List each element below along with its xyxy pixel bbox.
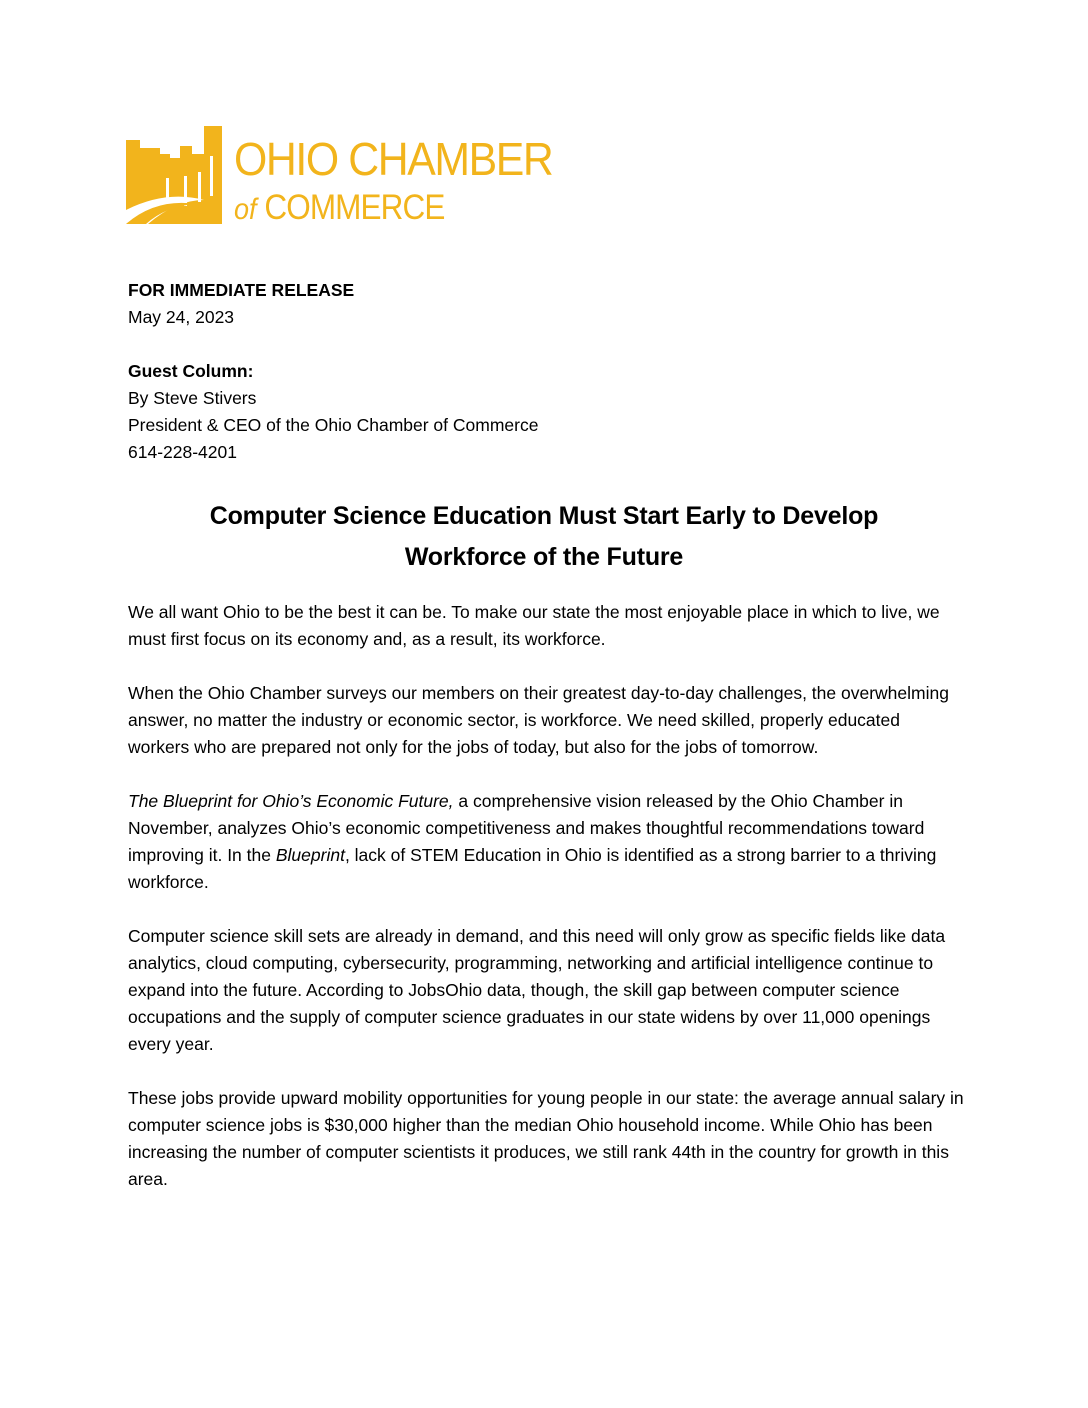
- phone-number: 614-228-4201: [128, 442, 237, 462]
- paragraph-4: Computer science skill sets are already in demand, and this need will only grow as specific fields like data analytics, cloud computing, cybersecurity, programming, networking and artificial intelligence continue to expand into the future. According to JobsOhio data, though, the skill gap between computer science occupations and the supply of computer science graduates in our state widens by over 11,000 openings every year.: [128, 926, 946, 1054]
- release-date: May 24, 2023: [128, 307, 235, 327]
- column-label: Guest Column:: [128, 361, 254, 381]
- author-title: President & CEO of the Ohio Chamber of Commerce: [128, 415, 539, 435]
- logo-of: of: [234, 193, 257, 226]
- byline: By Steve Stivers: [128, 388, 257, 408]
- skyline-logo-icon: [126, 126, 226, 224]
- paragraph-2: When the Ohio Chamber surveys our members on their greatest day-to-day challenges, the overwhelming answer, no matter the industry or economic sector, is workforce. We need skilled, properly educated workers who are prepared not only for the jobs of today, but also for the jobs of tomorrow.: [128, 683, 949, 757]
- logo-subtitle: [234, 190, 444, 228]
- headline-line-1: Computer Science Education Must Start Early to Develop: [209, 502, 879, 530]
- release-meta: [128, 277, 968, 466]
- article-body: [128, 599, 964, 1220]
- blueprint-title: The Blueprint for Ohio’s Economic Future,: [128, 791, 454, 811]
- headline-line-2: Workforce of the Future: [404, 543, 684, 571]
- paragraph-3-text-b: , lack of STEM Education in Ohio is identified as a strong barrier to a thriving workforce.: [128, 845, 937, 892]
- release-label: FOR IMMEDIATE RELEASE: [128, 280, 355, 300]
- paragraph-3-text-a: a comprehensive vision released by the Ohio Chamber in November, analyzes Ohio’s economic competitiveness and makes thoughtful recommendations toward improving it. In the: [128, 791, 925, 865]
- paragraph-1: We all want Ohio to be the best it can be. To make our state the most enjoyable place in which to live, we must first focus on its economy and, as a result, its workforce.: [128, 602, 940, 649]
- logo-title: OHIO CHAMBER: [234, 133, 553, 185]
- logo-commerce: COMMERCE: [264, 188, 445, 227]
- paragraph-5: These jobs provide upward mobility opportunities for young people in our state: the average annual salary in computer science jobs is $30,000 higher than the median Ohio household income. While Ohio has been increasing the number of computer scientists it produces, we still rank 44th in the country for growth in this area.: [128, 1088, 964, 1189]
- paragraph-3: [128, 788, 964, 896]
- blueprint-ref: Blueprint: [275, 845, 345, 865]
- headline: [100, 496, 988, 578]
